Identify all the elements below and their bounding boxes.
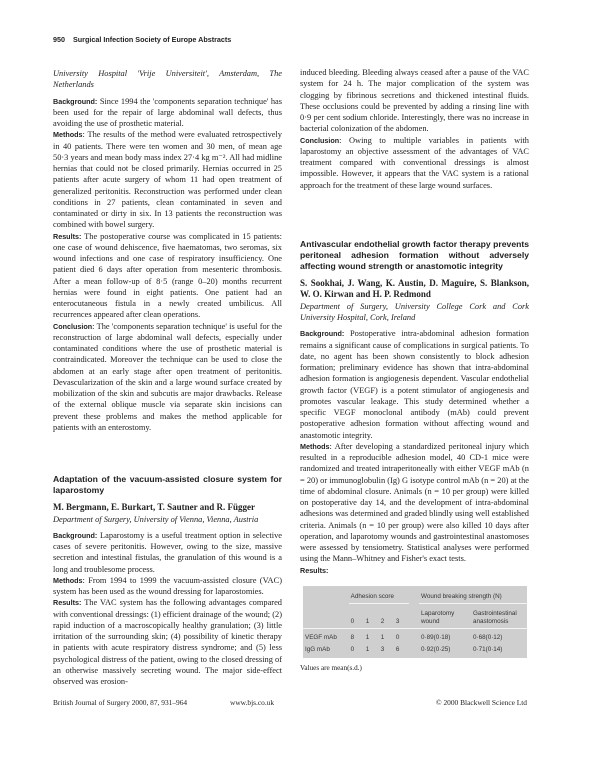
page-number: 950 <box>53 35 65 44</box>
left-column <box>53 68 282 687</box>
column-header: 1 <box>364 603 379 628</box>
column-header: 3 <box>394 603 409 628</box>
table-row: IgG mAb 0 1 3 6 0·92(0·25) 0·71(0·14) <box>305 645 503 653</box>
table-note: Values are mean(s.d.) <box>300 663 362 672</box>
group-header-strength: Wound breaking strength (N) <box>419 586 527 604</box>
running-head <box>53 35 231 44</box>
abstract2-results: Results: The VAC system has the following advantages compared with conventional dressings: (1) efficient drainage of the wound; (2) rapid induction of a macroscopically healthy granulation; (3) little irritation of the surrounding skin; (4) possibility of kinetic therapy in patients with acute respiratory distress syndrome; and (5) less psychological distress of the patient, owing to the closed dressing of an otherwise massively secreting wound. The major side-effect observed was erosion- <box>53 598 282 686</box>
abstract3-authors: S. Sookhai, J. Wang, K. Austin, D. Maguire, S. Blankson, W. O. Kirwan and H. P. Redmond <box>300 277 529 300</box>
abstract2-authors: M. Bergmann, E. Burkart, T. Sautner and R. Függer <box>53 502 256 512</box>
abstract2-results-continued: induced bleeding. Bleeding always ceased after a pause of the VAC system for 24 h. The major complication of the system was clogging by fibrinous secretions and thickened intestinal fluids. These occlusions could be prevented by adding a rinsing line with 0·9 per cent sodium chloride. Interestingly, there was no increase in bacterial colonization of the abdomen. <box>300 68 529 134</box>
abstract2-background: Background: Laparostomy is a useful treatment option in selective cases of severe peritonitis. However, owing to the size, massive secretion and intestinal fistulas, the granulation of this wound is a long and troublesome process. <box>53 530 282 574</box>
abstract1-results: Results: The postoperative course was complicated in 15 patients: one case of wound dehiscence, five haematomas, two seromas, six wound infections and one case of respiratory insufficiency. One patient died 6 days after operation from mesenteric thrombosis. After a mean follow-up of 8·5 (range 0–20) months recurrent hernias were found in eight patients. One patient had an enterocutaneous fistula in a newly created umbilicus. All recurrences appeared after clean operations. <box>53 231 282 320</box>
group-header-adhesion: Adhesion score <box>349 586 409 604</box>
abstract1-methods: Methods: The results of the method were evaluated retrospectively in 40 patients. There were ten women and 30 men, of mean age 50·3 years and mean body mass index 27·4 kg m⁻². All had midline hernias that could not be closed primarily. Hernias occurred in 25 patients after acute surgery of whom 11 had open treatment of generalized peritonitis. Reconstruction was performed under clean conditions in 27 patients, clean contaminated in seven and contaminated or dirty in six. In 13 patients the reconstruction was combined with bowel surgery. <box>53 130 282 230</box>
abstract3-methods: Methods: After developing a standardized peritoneal injury which resulted in a reproducible adhesion model, 40 CD-1 mice were randomized and treated intraperitoneally with either VEGF mAb (n = 20) or immunoglobulin (Ig) G isotype control mAb (n = 20) at the time of abdominal closure. Animals (n = 10 per group) were killed on postoperative day 14, and the development of intra-abdominal adhesions was determined and graded blindly using well established criteria. Animals (n = 10 per group) were also killed 10 days after operation, and laparotomy wounds and gastrointestinal anastomoses were assessed by tensiometry. Statistical analyses were performed using the Mann–Whitney and Fisher's exact tests. <box>300 441 529 564</box>
right-column <box>300 67 529 674</box>
abstract2-methods: Methods: From 1994 to 1999 the vacuum-assisted closure (VAC) system has been used as the wound dressing for laparostomies. <box>53 575 282 596</box>
abstract3-title: Antivascular endothelial growth factor therapy prevents peritoneal adhesion formation without adversely affecting wound strength or anastomotic integrity <box>300 238 529 271</box>
abstract2-conclusion: Conclusion: Owing to multiple variables in patients with laparostomy an objective assessment of the advantages of VAC treatment compared with conventional dressings is almost impossible. However, it appears that the VAC system is a rational approach for the treatment of these large wound surfaces. <box>300 135 529 190</box>
abstract3-affiliation: Department of Surgery, University College Cork and Cork University Hospital, Cork, Ireland <box>300 301 529 322</box>
abstract1-affiliation: University Hospital 'Vrije Universiteit', Amsterdam, The Netherlands <box>53 69 282 90</box>
column-header: 2 <box>379 603 394 628</box>
abstract3-results: Results: <box>300 565 329 575</box>
abstract1-background: Background: Since 1994 the 'components separation technique' has been used for the repair of large abdominal wall defects, thus avoiding the use of prosthetic material. <box>53 96 282 128</box>
abstract3-background: Background: Postoperative intra-abdominal adhesion formation remains a significant cause of complications in surgical patients. To date, no agent has been shown consistently to block adhesion formation; preliminary evidence has shown that intra-abdominal adhesion formation is angiogenesis dependent. Vascular endothelial growth factor (VEGF) is a potent stimulator of angiogenesis and promotes vascular leakage. This study determined whether a specific VEGF monoclonal antibody (mAb) could prevent postoperative adhesion formation without affecting wound and anastomotic integrity. <box>300 329 529 440</box>
table-row: VEGF mAb 8 1 1 0 0·89(0·18) 0·68(0·12) <box>305 633 503 641</box>
footer-journal: British Journal of Surgery 2000, 87, 931–964 <box>53 698 188 707</box>
footer-copyright: © 2000 Blackwell Science Ltd <box>436 698 527 707</box>
abstract2-title: Adaptation of the vacuum-assisted closure system for laparostomy <box>53 474 282 495</box>
column-header: Laparotomy wound <box>419 603 471 628</box>
footer-url: www.bjs.co.uk <box>230 698 275 707</box>
column-header: Gastrointestinal anastomosis <box>471 603 527 628</box>
column-header: 0 <box>349 603 364 628</box>
abstract2-affiliation: Department of Surgery, University of Vienna, Vienna, Austria <box>53 514 259 524</box>
abstract1-conclusion: Conclusion: The 'components separation technique' is useful for the reconstruction of large abdominal wall defects, especially under contaminated conditions where the use of prosthetic material is contraindicated. Moreover the technique can be used to close the abdomen at an early stage after open treatment of peritonitis. Devascularization of the skin and a large wound surface created by mobilization of the skin and subcutis are major drawbacks. Release of the external oblique muscle via separate skin incisions can prevent these problems and makes the method applicable for patients with an enterostomy. <box>53 321 282 432</box>
running-head-title: Surgical Infection Society of Europe Abstracts <box>73 35 232 44</box>
results-table <box>303 586 527 658</box>
